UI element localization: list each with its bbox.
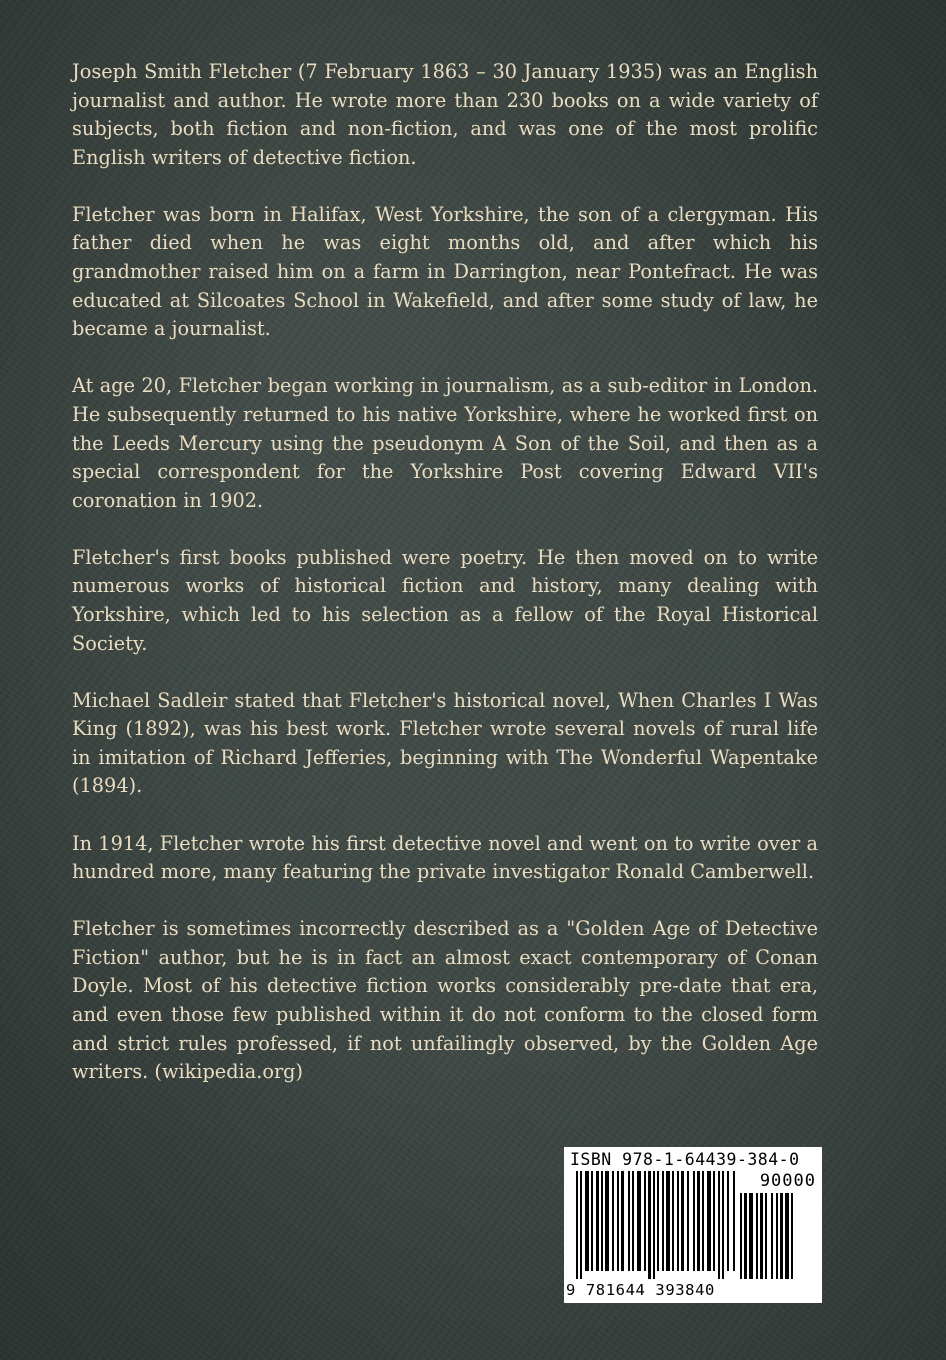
isbn-barcode-block (564, 1147, 822, 1303)
bio-paragraph-5: Michael Sadleir stated that Fletcher's historical novel, When Charles I Was King (1892), was his best work. Fletcher wrote several novels of rural life in imitation of Richard Jefferies, beginning with The Wonderful Wapentake (1894). (72, 688, 818, 798)
addon-barcode-bars (740, 1193, 816, 1279)
bio-paragraph-7: Fletcher is sometimes incorrectly described as a "Golden Age of Detective Fiction" author, but he is in fact an almost exact contemporary of Conan Doyle. Most of his detective fiction works considerably pre-date that era, and even those few published within it do not conform to the closed form and strict rules professed, if not unfailingly observed, by the Golden Age writers. (wikipedia.org) (72, 917, 818, 1084)
bio-paragraph-6: In 1914, Fletcher wrote his first detective novel and went on to write over a hundred more, many featuring the private investigator Ronald Camberwell. (72, 831, 818, 884)
bio-paragraph-4: Fletcher's first books published were poetry. He then moved on to write numerous works of historical fiction and history, many dealing with Yorkshire, which led to his selection as a fellow of the Royal Historical Society. (72, 545, 818, 655)
ean-barcode-bars (576, 1171, 736, 1279)
bio-paragraph-2: Fletcher was born in Halifax, West Yorkshire, the son of a clergyman. His father died when he was eight months old, and after which his grandmother raised him on a farm in Darrington, near Pontefract. He was educated at Silcoates School in Wakefield, and after some study of law, he became a journalist. (72, 202, 818, 341)
ean-digits: 9 781644 393840 (566, 1281, 715, 1299)
bio-paragraph-1: Joseph Smith Fletcher (7 February 1863 – 30 January 1935) was an English journalist and author. He wrote more than 230 books on a wide variety of subjects, both fiction and non-fiction, and was one of the most prolific English writers of detective fiction. (72, 60, 818, 169)
bio-paragraph-3: At age 20, Fletcher began working in journalism, as a sub-editor in London. He subsequently returned to his native Yorkshire, where he worked first on the Leeds Mercury using the pseudonym A Son of the Soil, and then as a special correspondent for the Yorkshire Post covering Edward VII's coronation in 1902. (72, 374, 818, 512)
isbn-label: ISBN 978-1-64439-384-0 (570, 1150, 800, 1169)
price-code: 90000 (759, 1171, 816, 1191)
author-biography (72, 58, 818, 1115)
